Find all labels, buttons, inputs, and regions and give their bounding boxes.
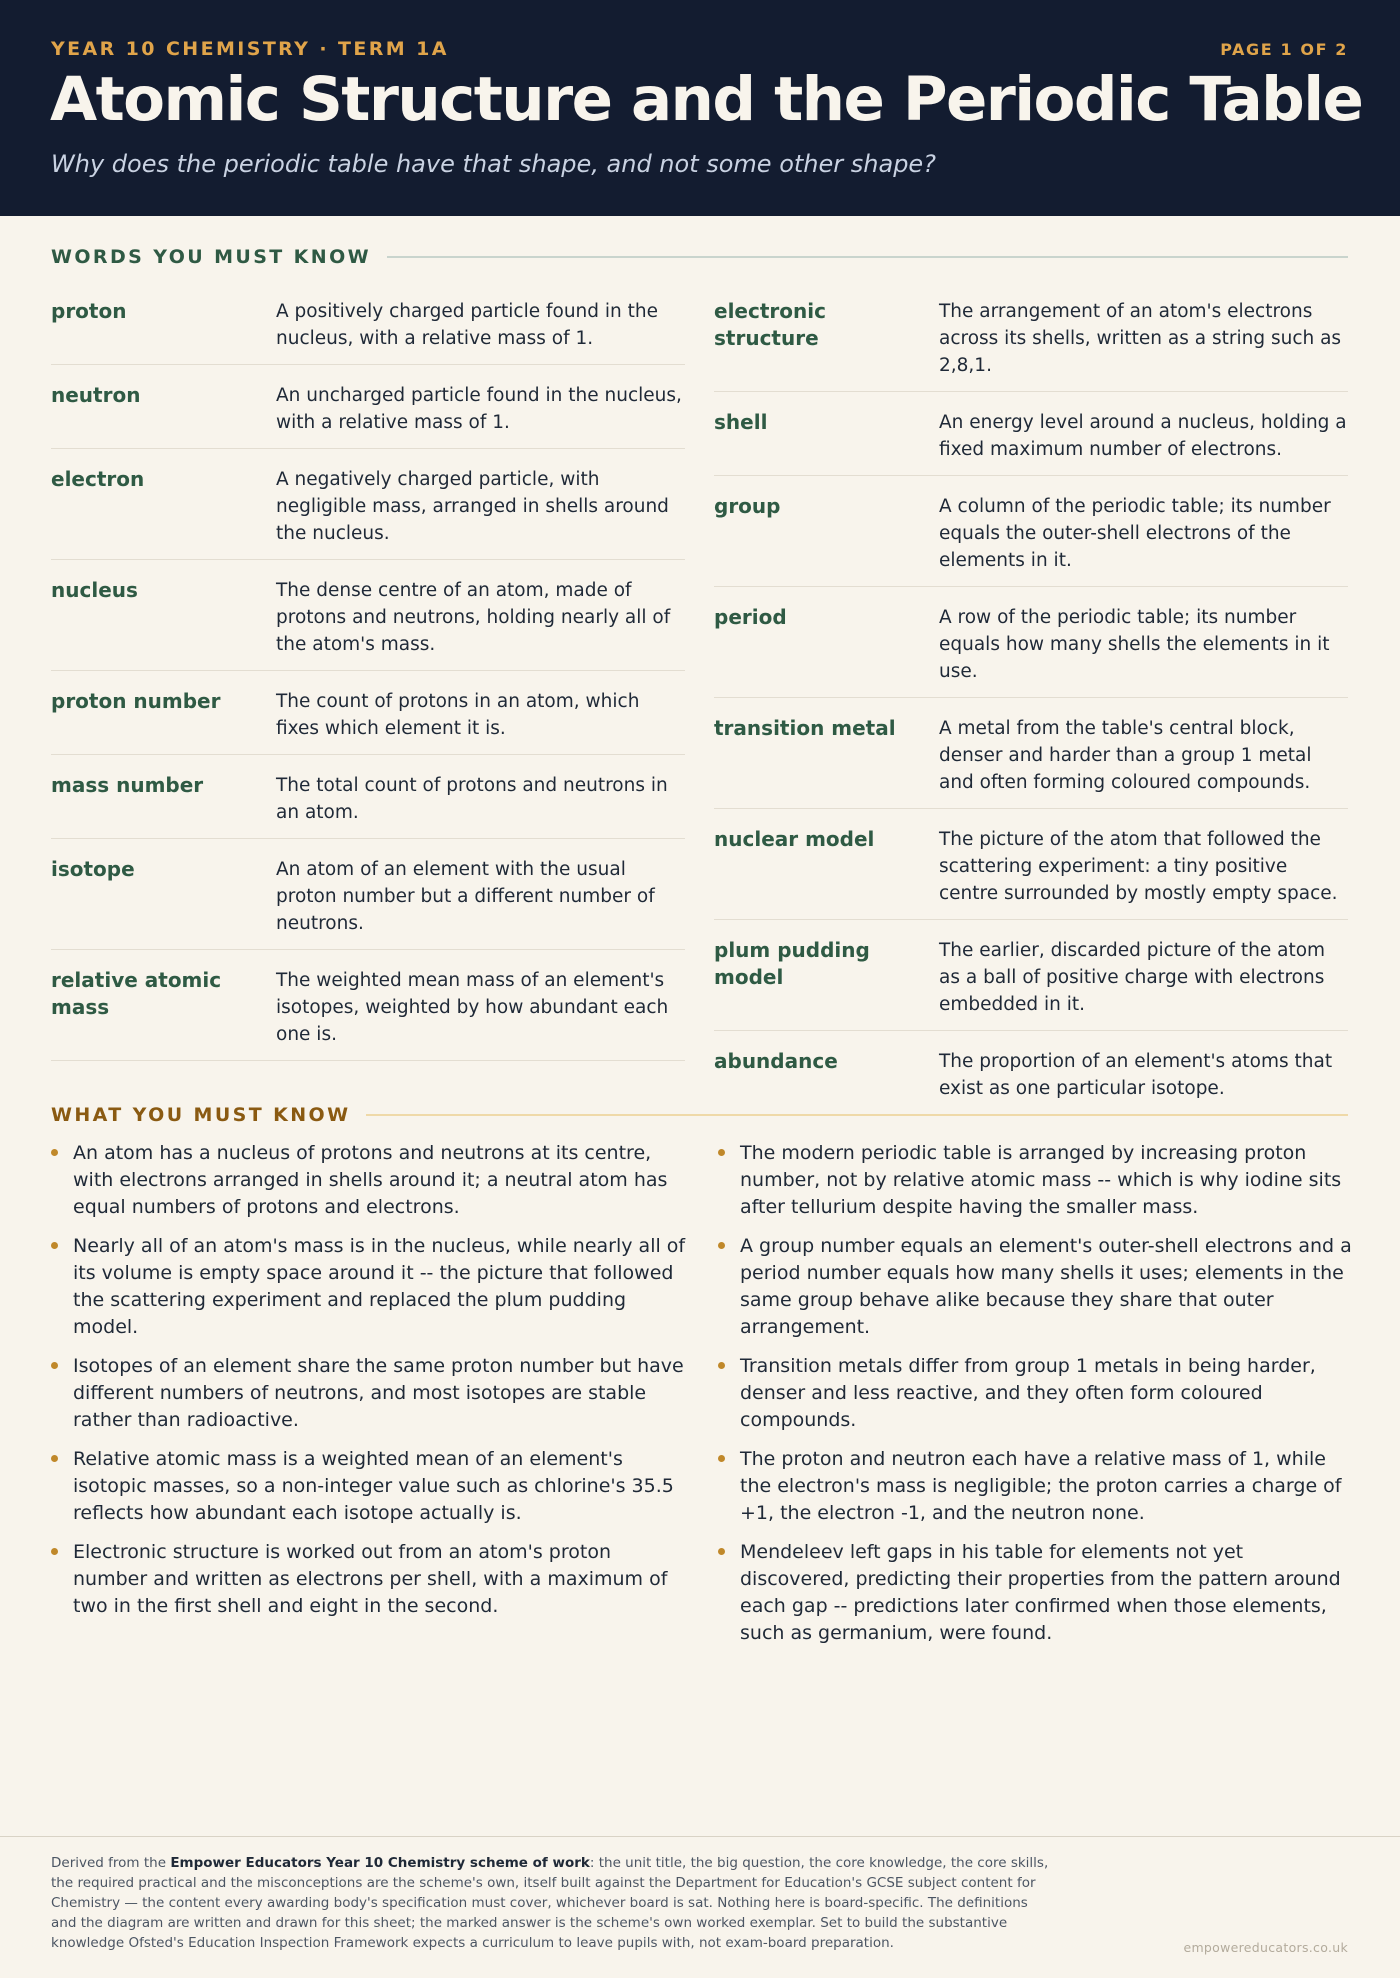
footer-divider — [0, 1836, 1400, 1837]
page-header — [0, 0, 1400, 216]
glossary-definition: An uncharged particle found in the nucleus, with a relative mass of 1. — [276, 385, 682, 433]
glossary-definition: The earlier, discarded picture of the atom as a ball of positive charge with electrons embedded in it. — [939, 940, 1326, 1015]
glossary-definition: A metal from the table's central block, denser and harder than a group 1 metal and often forming coloured compounds. — [939, 718, 1312, 793]
knowledge-point — [718, 1140, 1356, 1221]
glossary-term: neutron — [51, 383, 141, 407]
knowledge-text: Nearly all of an atom's mass is in the nucleus, while nearly all of its volume is empty space around it -- the picture that followed the scattering experiment and replaced the plum pudding model. — [73, 1235, 686, 1338]
site-url: empowereducators.co.uk — [1183, 1940, 1348, 1955]
section-divider — [366, 1114, 1348, 1116]
glossary-term: relative atomic mass — [51, 968, 222, 1019]
knowledge-text: Mendeleev left gaps in his table for elements not yet discovered, predicting their properties from the pattern around each gap -- predictions later confirmed when those elements, such as germanium, were found. — [740, 1541, 1341, 1644]
glossary-row — [51, 963, 685, 1061]
know-section-title: WHAT YOU MUST KNOW — [51, 1104, 351, 1126]
glossary-term: plum pudding model — [714, 938, 870, 989]
knowledge-text: Isotopes of an element share the same proton number but have different numbers of neutrons, and most isotopes are stable rather than radioactive. — [73, 1355, 684, 1431]
glossary-definition: The count of protons in an atom, which fixes which element it is. — [276, 691, 640, 739]
glossary-row — [714, 711, 1348, 809]
glossary-definition: A positively charged particle found in the nucleus, with a relative mass of 1. — [276, 301, 658, 349]
glossary-row — [51, 573, 685, 671]
knowledge-text: Electronic structure is worked out from an atom's proton number and written as electrons per shell, with a maximum of two in the first shell and eight in the second. — [73, 1541, 668, 1617]
glossary-term: electronic structure — [714, 299, 826, 350]
glossary-definition: The dense centre of an atom, made of protons and neutrons, holding nearly all of the atom's mass. — [276, 580, 671, 655]
glossary-row — [51, 852, 685, 950]
glossary-term: group — [714, 494, 781, 518]
glossary-definition: The picture of the atom that followed the scattering experiment: a tiny positive centre surrounded by mostly empty space. — [939, 829, 1338, 904]
glossary-row — [714, 600, 1348, 698]
bullet-icon — [718, 1362, 725, 1369]
knowledge-text: The proton and neutron each have a relative mass of 1, while the electron's mass is negligible; the proton carries a charge of +1, the electron -1, and the neutron none. — [740, 1448, 1342, 1524]
glossary-row — [51, 378, 685, 449]
glossary-term: electron — [51, 467, 145, 491]
source-note-lead: Derived from the — [51, 1855, 171, 1871]
knowledge-point — [718, 1539, 1356, 1647]
glossary-term: isotope — [51, 857, 135, 881]
source-note-body: : the unit title, the big question, the core knowledge, the core skills, the required practical and the misconceptions are the scheme's own, itself built against the Department for Education's GCSE subject content for Chemistry — the content every awarding body's specification must cover, whichever board is sat. Nothing here is board-specific. The definitions and the diagram are written and drawn for this sheet; the marked answer is the scheme's own worked exemplar. Set to build the substantive knowledge Ofsted's Education Inspection Framework expects a curriculum to leave pupils with, not exam-board preparation. — [51, 1855, 1049, 1951]
knowledge-right-column — [718, 1140, 1356, 1659]
glossary-term: nucleus — [51, 578, 138, 602]
glossary-row — [714, 294, 1348, 392]
knowledge-point — [718, 1233, 1356, 1341]
knowledge-text: A group number equals an element's outer-shell electrons and a period number equals how many shells it uses; elements in the same group behave alike because they share that outer arrangement. — [740, 1235, 1352, 1338]
glossary-row — [51, 462, 685, 560]
glossary-row — [51, 768, 685, 839]
source-note — [51, 1853, 1051, 1953]
bullet-icon — [51, 1242, 58, 1249]
glossary-term: period — [714, 605, 787, 629]
bullet-icon — [718, 1149, 725, 1156]
knowledge-text: Relative atomic mass is a weighted mean of an element's isotopic masses, so a non-integer value such as chlorine's 35.5 reflects how abundant each isotope actually is. — [73, 1448, 674, 1524]
source-scheme-name: Empower Educators Year 10 Chemistry scheme of work — [170, 1855, 590, 1871]
glossary-definition: An energy level around a nucleus, holding a fixed maximum number of electrons. — [939, 412, 1347, 460]
glossary-definition: A negatively charged particle, with negligible mass, arranged in shells around the nucleus. — [276, 469, 669, 544]
bullet-icon — [718, 1455, 725, 1462]
knowledge-left-column — [51, 1140, 689, 1632]
glossary-row — [51, 294, 685, 365]
words-section-header — [51, 242, 1348, 272]
glossary-row — [714, 933, 1348, 1031]
glossary-term: shell — [714, 410, 768, 434]
knowledge-point — [718, 1446, 1356, 1527]
knowledge-point — [51, 1539, 689, 1620]
glossary-term: proton number — [51, 689, 221, 713]
glossary-definition: A column of the periodic table; its number equals the outer-shell electrons of the elements in it. — [939, 496, 1331, 571]
course-kicker: YEAR 10 CHEMISTRY · TERM 1A — [51, 38, 449, 60]
knowledge-point — [718, 1353, 1356, 1434]
knowledge-point — [51, 1140, 689, 1221]
glossary-term: nuclear model — [714, 827, 875, 851]
glossary-term: abundance — [714, 1049, 838, 1073]
glossary-definition: The proportion of an element's atoms that exist as one particular isotope. — [939, 1051, 1333, 1099]
glossary-term: transition metal — [714, 716, 896, 740]
big-question: Why does the periodic table have that shape, and not some other shape? — [51, 150, 936, 178]
bullet-icon — [51, 1362, 58, 1369]
knowledge-point — [51, 1446, 689, 1527]
bullet-icon — [718, 1548, 725, 1555]
glossary-right-column — [714, 294, 1348, 1128]
page-indicator: PAGE 1 OF 2 — [1220, 40, 1348, 59]
glossary-row — [51, 684, 685, 755]
glossary-definition: An atom of an element with the usual proton number but a different number of neutrons. — [276, 859, 655, 934]
glossary-definition: The weighted mean mass of an element's isotopes, weighted by how abundant each one is. — [276, 970, 669, 1045]
glossary-row — [714, 822, 1348, 920]
glossary-definition: The total count of protons and neutrons in an atom. — [276, 775, 668, 823]
bullet-icon — [51, 1149, 58, 1156]
glossary-row — [714, 405, 1348, 476]
words-section-title: WORDS YOU MUST KNOW — [51, 246, 372, 268]
page-title: Atomic Structure and the Periodic Table — [50, 64, 1363, 135]
bullet-icon — [51, 1455, 58, 1462]
glossary-row — [714, 489, 1348, 587]
glossary-left-column — [51, 294, 685, 1074]
glossary-definition: A row of the periodic table; its number equals how many shells the elements in it use. — [939, 607, 1330, 682]
bullet-icon — [718, 1242, 725, 1249]
knowledge-point — [51, 1353, 689, 1434]
section-divider — [387, 256, 1348, 258]
knowledge-text: Transition metals differ from group 1 metals in being harder, denser and less reactive, and they often form coloured compounds. — [740, 1355, 1316, 1431]
bullet-icon — [51, 1548, 58, 1555]
knowledge-text: The modern periodic table is arranged by increasing proton number, not by relative atomic mass -- which is why iodine sits after tellurium despite having the smaller mass. — [740, 1142, 1342, 1218]
knowledge-text: An atom has a nucleus of protons and neutrons at its centre, with electrons arranged in shells around it; a neutral atom has equal numbers of protons and electrons. — [73, 1142, 668, 1218]
glossary-term: proton — [51, 299, 127, 323]
knowledge-point — [51, 1233, 689, 1341]
glossary-term: mass number — [51, 773, 204, 797]
glossary-definition: The arrangement of an atom's electrons across its shells, written as a string such as 2,8,1. — [939, 301, 1342, 376]
know-section-header — [51, 1100, 1348, 1130]
